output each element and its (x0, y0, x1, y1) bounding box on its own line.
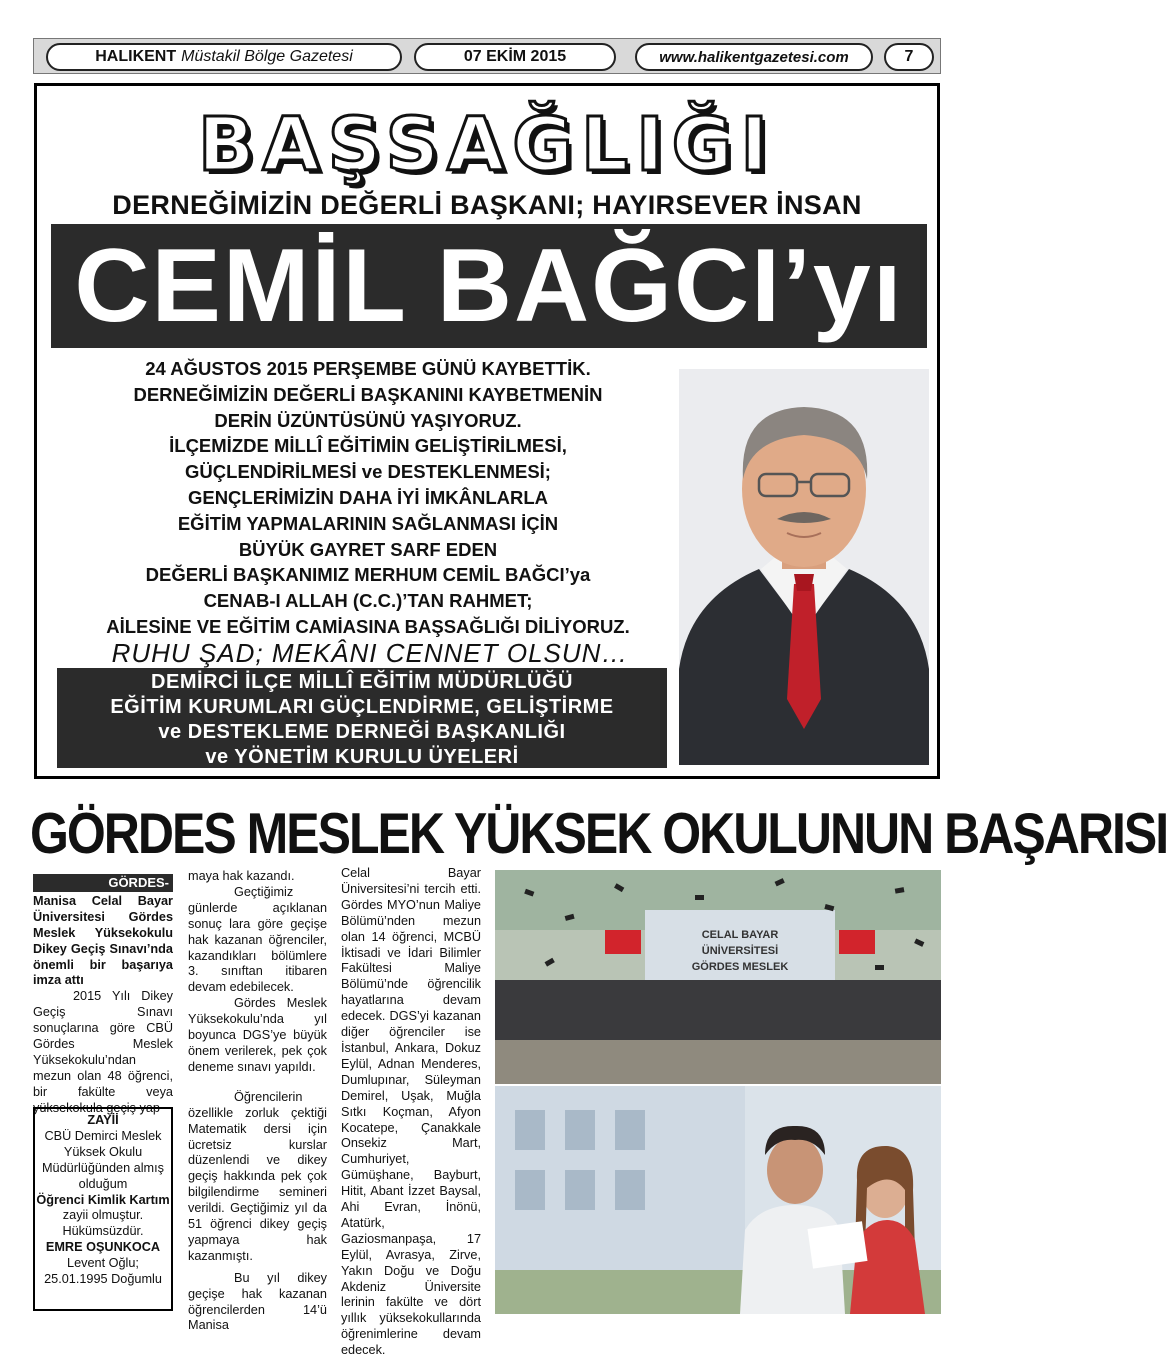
message-line: DEĞERLİ BAŞKANIMIZ MERHUM CEMİL BAĞCI’ya (145, 564, 591, 586)
page-number-text: 7 (904, 48, 914, 65)
article-paragraph: maya hak kazandı. (188, 869, 295, 883)
message-line: DERİN ÜZÜNTÜSÜNÜ YAŞIYORUZ. (214, 409, 522, 431)
prayer-line: RUHU ŞAD; MEKÂNI CENNET OLSUN… (111, 638, 629, 668)
paper-name: HALIKENT (95, 48, 177, 65)
article-paragraph: Bu yıl dikey geçişe hak kazanan öğrencilerden 14’ü Manisa (188, 1270, 327, 1333)
organization-band (57, 668, 667, 768)
message-line: GENÇLERİMİZİN DAHA İYİ İMKÂNLARLA (187, 486, 549, 508)
lost-notice-title: ZAYİİ (87, 1113, 119, 1127)
article-paragraph: 2015 Yılı Dikey Geçiş Sınavı sonuçlarına göre CBÜ Gördes Meslek Yüksekokulu’ndan mezun olan 48 öğrenci, bir fakülte veya yüksekokula geçiş yap- (33, 989, 173, 1115)
obituary-message (79, 356, 657, 640)
portrait-photo (679, 369, 929, 765)
obituary-subtitle: DERNEĞİMİZİN DEĞERLİ BAŞKANI; HAYIRSEVER İNSAN (112, 190, 862, 220)
article-headline: GÖRDES MESLEK YÜKSEK OKULUNUN BAŞARISI (30, 801, 1167, 866)
article-paragraph: Geçtiğimiz günlerde açıklanan sonuç lara göre geçişe hak kazanan öğrenciler, kazandıkları bölümlere 3. sınıftan itibaren devam edebilecek. (188, 884, 327, 995)
website-link[interactable]: www.halikentgazetesi.com (659, 48, 849, 66)
issue-date-text: 07 EKİM 2015 (463, 48, 567, 65)
message-line: CENAB-I ALLAH (C.C.)’TAN RAHMET; (203, 590, 533, 612)
message-line: 24 AĞUSTOS 2015 PERŞEMBE GÜNÜ KAYBETTİK. (145, 358, 591, 379)
page-header (33, 38, 941, 74)
svg-text:CELAL BAYAR: CELAL BAYAR (701, 929, 779, 941)
svg-text:ÜNİVERSİTESİ: ÜNİVERSİTESİ (701, 945, 779, 957)
lost-notice-item: Öğrenci Kimlik Kartım (36, 1192, 170, 1207)
article-column-3 (341, 866, 481, 1359)
website-pill[interactable] (635, 43, 873, 71)
deceased-name: CEMİL BAĞCI’yı (51, 224, 927, 348)
org-line: EĞİTİM KURUMLARI GÜÇLENDİRME, GELİŞTİRME (110, 696, 614, 718)
message-line: BÜYÜK GAYRET SARF EDEN (238, 538, 498, 560)
lost-notice-owner: EMRE OŞUNKOCA (45, 1240, 161, 1255)
issue-date (414, 43, 616, 71)
article-lead: Manisa Celal Bayar Üniversitesi Gördes Meslek Yüksekokulu Dikey Geçiş Sınavı’nda önemli bir başarıya imza attı (33, 893, 173, 988)
article-photos (495, 870, 941, 1314)
org-line: ve DESTEKLEME DERNEĞİ BAŞKANLIĞI (158, 721, 566, 743)
paper-tagline: Müstakil Bölge Gazetesi (181, 48, 353, 65)
article-column-2 (188, 869, 327, 1334)
message-line: DERNEĞİMİZİN DEĞERLİ BAŞKANINI KAYBETMENİN (133, 383, 603, 405)
graduation-photo (495, 870, 941, 1314)
article-paragraph: Gördes Meslek Yüksekokulu’nda yıl boyunca DGS’ye büyük önem verilerek, pek çok deneme sınavı yapıldı. (188, 996, 327, 1074)
lost-notice (33, 1107, 173, 1311)
lost-notice-text: zayii olmuştur. Hükümsüzdür. (62, 1208, 144, 1239)
obituary-box (34, 83, 940, 779)
message-line: AİLESİNE VE EĞİTİM CAMİASINA BAŞSAĞLIĞI DİLİYORUZ. (106, 615, 630, 637)
article-paragraph: Öğrencilerin özellikle zorluk çektiği Matematik dersi için ücretsiz kurslar düzenlendi ve dikey geçiş hakkında pek çok bilgilendirme semineri verildi. Geçtiğimiz yıl da 51 öğrenci dikey geçiş yapmaya hak kazanmıştı. (188, 1089, 327, 1263)
org-line: DEMİRCİ İLÇE MİLLÎ EĞİTİM MÜDÜRLÜĞÜ (151, 671, 573, 693)
lost-notice-text: Levent Oğlu; 25.01.1995 Doğumlu (44, 1256, 162, 1287)
page-number (884, 43, 934, 71)
message-line: GÜÇLENDİRİLMESİ ve DESTEKLENMESİ; (185, 461, 551, 483)
article-paragraph: Celal Bayar Üniversitesi’ni tercih etti. Gördes MYO’nun Maliye Bölümü’nden mezun olan 14 öğrenci, MCBÜ İktisadi ve İdari Bilimler Fakültesi Maliye Bölümü’nde öğrencilik hayatlarına devam edecek. DGS’yi kazanan diğer öğrenciler ise İstanbul, Ankara, Dokuz Eylül, Adnan Menderes, Dumlupınar, Süleyman Demirel, Uşak, Muğla Sıtkı Koçman, Afyon Kocatepe, Çanakkale Onsekiz Mart, Cumhuriyet, Gümüşhane, Bayburt, Hitit, Abant İzzet Baysal, Ahi Evran, İnönü, Atatürk, Gaziosmanpaşa, 17 Eylül, Avrasya, Zirve, Yakın Doğu ve Doğu Akdeniz Üniversite lerinin fakülte ve dört yıllık yüksekokullarında öğrenimlerine devam edecek. (341, 866, 481, 1358)
paper-name-pill (46, 43, 402, 71)
message-line: İLÇEMİZDE MİLLÎ EĞİTİMİN GELİŞTİRİLMESİ, (169, 435, 567, 457)
svg-text:GÖRDES MESLEK: GÖRDES MESLEK (691, 961, 789, 973)
article-column-1 (33, 874, 173, 1117)
message-line: EĞİTİM YAPMALARININ SAĞLANMASI İÇİN (177, 512, 559, 534)
portrait-illustration (679, 369, 929, 765)
obituary-title: BAŞSAĞLIĞI (198, 102, 776, 188)
lost-notice-text: CBÜ Demirci Meslek Yüksek Okulu Müdürlüğünden almış olduğum (41, 1128, 164, 1191)
org-line: ve YÖNETİM KURULU ÜYELERİ (205, 746, 519, 768)
article-dateline: GÖRDES- (33, 874, 173, 892)
